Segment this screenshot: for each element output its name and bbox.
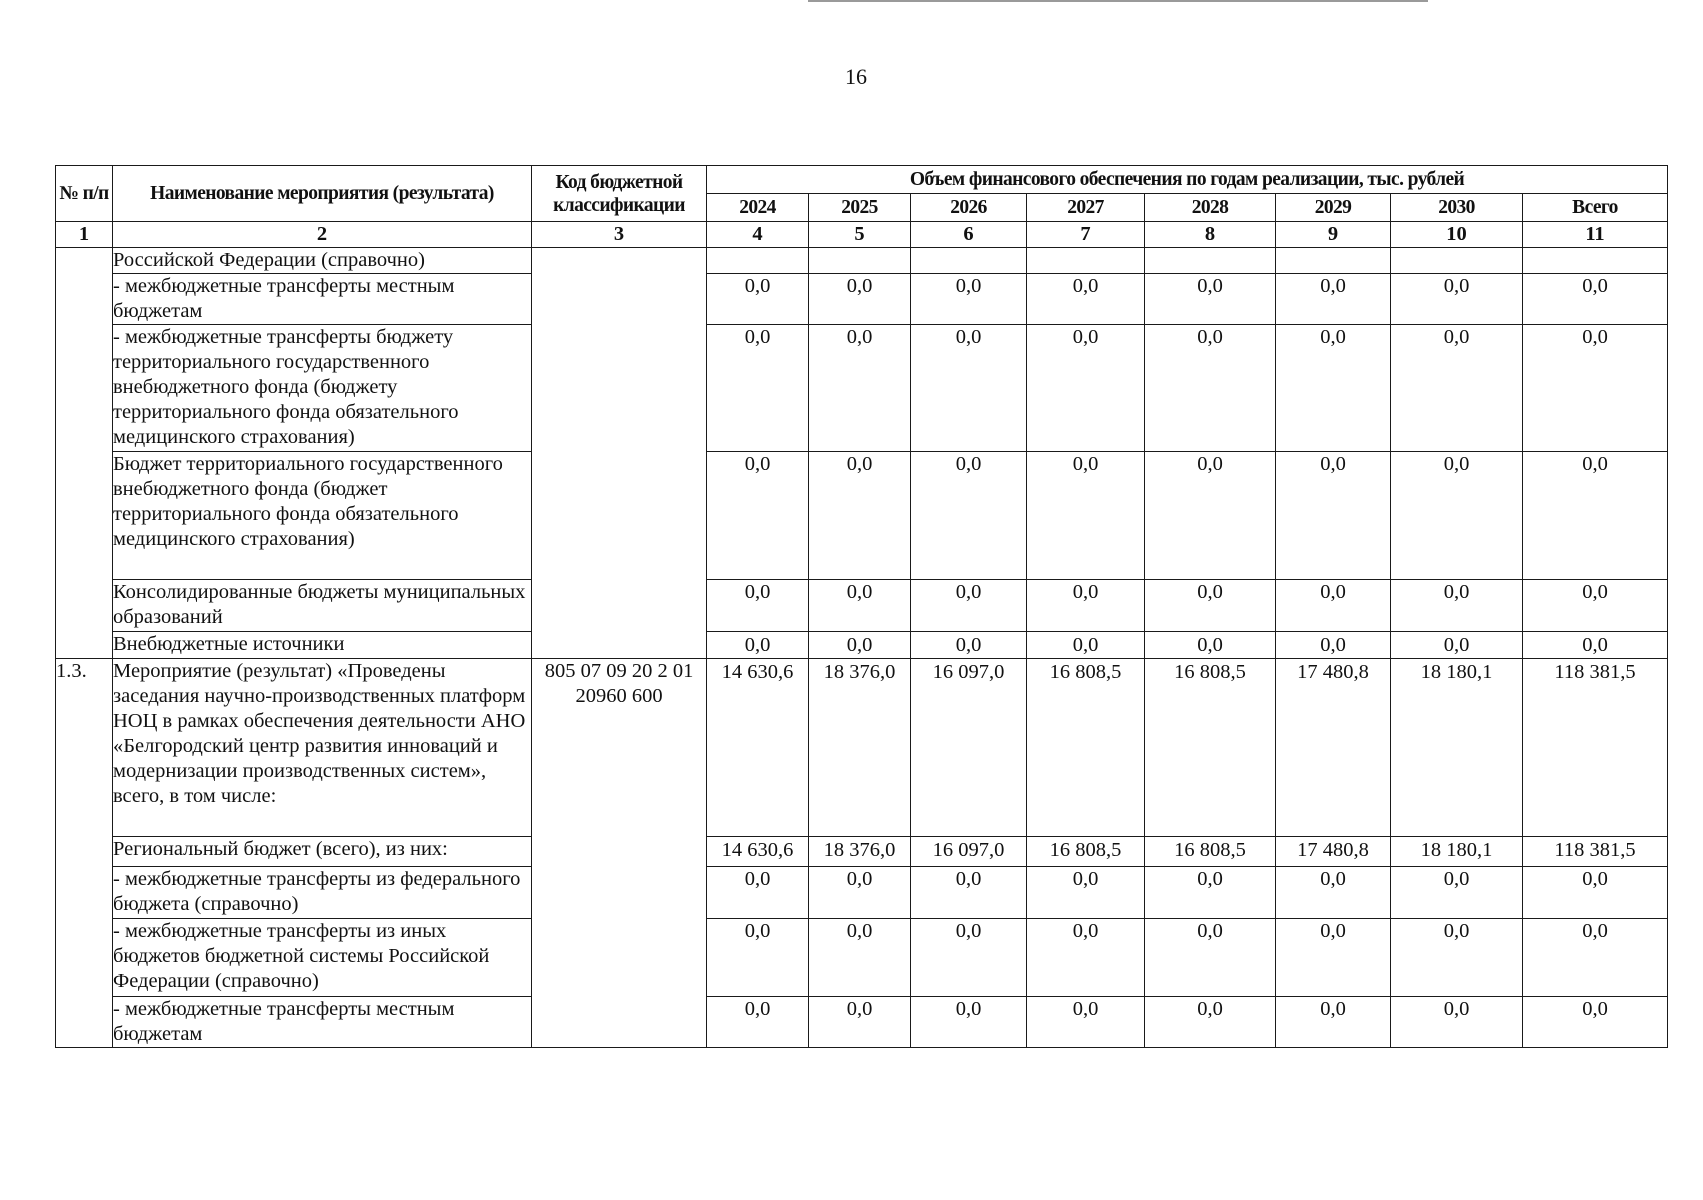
row-value: 0,0 bbox=[1276, 325, 1391, 452]
row-value: 0,0 bbox=[1145, 632, 1276, 659]
table-row bbox=[56, 248, 1668, 274]
table-row bbox=[56, 580, 1668, 632]
row-value bbox=[1276, 248, 1391, 274]
row-value: 0,0 bbox=[1523, 867, 1668, 919]
column-number: 10 bbox=[1391, 222, 1523, 248]
row-name: Бюджет территориального государственного внебюджетного фонда (бюджет территориального фонда обязательного медицинского страхования) bbox=[113, 452, 532, 580]
row-value: 16 097,0 bbox=[911, 837, 1027, 867]
row-value: 0,0 bbox=[809, 919, 911, 997]
row-value: 0,0 bbox=[809, 274, 911, 325]
row-value bbox=[1523, 248, 1668, 274]
row-number bbox=[56, 248, 113, 659]
column-number: 1 bbox=[56, 222, 113, 248]
table-row bbox=[56, 997, 1668, 1048]
row-value: 0,0 bbox=[1523, 325, 1668, 452]
row-value: 16 097,0 bbox=[911, 659, 1027, 837]
row-value: 0,0 bbox=[1145, 867, 1276, 919]
budget-table bbox=[55, 165, 1668, 1048]
table-row bbox=[56, 659, 1668, 837]
row-value: 118 381,5 bbox=[1523, 659, 1668, 837]
row-name: - межбюджетные трансферты из иных бюджетов бюджетной системы Российской Федерации (справочно) bbox=[113, 919, 532, 997]
row-value: 0,0 bbox=[1276, 632, 1391, 659]
column-number-row bbox=[56, 222, 1668, 248]
header-year: 2024 bbox=[707, 194, 809, 222]
column-number: 8 bbox=[1145, 222, 1276, 248]
row-value: 0,0 bbox=[1027, 997, 1145, 1048]
row-name: - межбюджетные трансферты местным бюджетам bbox=[113, 274, 532, 325]
row-value: 0,0 bbox=[911, 997, 1027, 1048]
row-name: Российской Федерации (справочно) bbox=[113, 248, 532, 274]
row-value: 0,0 bbox=[1523, 632, 1668, 659]
column-number: 5 bbox=[809, 222, 911, 248]
header-year: 2025 bbox=[809, 194, 911, 222]
row-value bbox=[707, 248, 809, 274]
row-value: 16 808,5 bbox=[1027, 837, 1145, 867]
header-year: 2026 bbox=[911, 194, 1027, 222]
row-number: 1.3. bbox=[56, 659, 113, 1048]
row-name: - межбюджетные трансферты бюджету территориального государственного внебюджетного фонда (бюджету территориального фонда обязательного медицинского страхования) bbox=[113, 325, 532, 452]
row-value: 0,0 bbox=[707, 919, 809, 997]
row-value: 0,0 bbox=[1027, 452, 1145, 580]
header-total: Всего bbox=[1523, 194, 1668, 222]
table-row bbox=[56, 919, 1668, 997]
column-number: 3 bbox=[532, 222, 707, 248]
row-value: 0,0 bbox=[1276, 997, 1391, 1048]
row-value: 0,0 bbox=[1276, 919, 1391, 997]
row-value: 18 376,0 bbox=[809, 837, 911, 867]
row-name: Региональный бюджет (всего), из них: bbox=[113, 837, 532, 867]
row-value: 0,0 bbox=[911, 580, 1027, 632]
table-row bbox=[56, 452, 1668, 580]
table-row bbox=[56, 632, 1668, 659]
row-value: 0,0 bbox=[1523, 997, 1668, 1048]
top-rule bbox=[808, 0, 1428, 2]
header-year: 2028 bbox=[1145, 194, 1276, 222]
row-value: 0,0 bbox=[1027, 919, 1145, 997]
row-value: 0,0 bbox=[1523, 919, 1668, 997]
row-value: 14 630,6 bbox=[707, 659, 809, 837]
row-value: 18 180,1 bbox=[1391, 837, 1523, 867]
row-value: 16 808,5 bbox=[1145, 837, 1276, 867]
column-number: 9 bbox=[1276, 222, 1391, 248]
row-value: 16 808,5 bbox=[1145, 659, 1276, 837]
row-name: - межбюджетные трансферты местным бюджетам bbox=[113, 997, 532, 1048]
row-value: 0,0 bbox=[707, 867, 809, 919]
row-value: 0,0 bbox=[911, 325, 1027, 452]
row-value bbox=[1145, 248, 1276, 274]
header-volume: Объем финансового обеспечения по годам реализации, тыс. рублей bbox=[707, 166, 1668, 194]
row-value: 0,0 bbox=[809, 997, 911, 1048]
header-name: Наименование мероприятия (результата) bbox=[113, 166, 532, 222]
row-value: 0,0 bbox=[1145, 919, 1276, 997]
row-value: 0,0 bbox=[1145, 325, 1276, 452]
row-value: 0,0 bbox=[1523, 452, 1668, 580]
row-value: 0,0 bbox=[1027, 867, 1145, 919]
row-value: 0,0 bbox=[911, 919, 1027, 997]
row-value: 0,0 bbox=[1276, 452, 1391, 580]
row-value: 0,0 bbox=[707, 274, 809, 325]
row-value bbox=[809, 248, 911, 274]
row-value: 0,0 bbox=[1391, 867, 1523, 919]
row-value: 0,0 bbox=[1276, 867, 1391, 919]
row-value: 0,0 bbox=[707, 580, 809, 632]
row-code: 805 07 09 20 2 01 20960 600 bbox=[532, 659, 707, 1048]
row-value: 17 480,8 bbox=[1276, 659, 1391, 837]
row-value: 0,0 bbox=[1391, 325, 1523, 452]
row-value: 0,0 bbox=[1523, 274, 1668, 325]
row-value: 0,0 bbox=[911, 274, 1027, 325]
row-value: 0,0 bbox=[1391, 997, 1523, 1048]
row-name: Консолидированные бюджеты муниципальных образований bbox=[113, 580, 532, 632]
column-number: 11 bbox=[1523, 222, 1668, 248]
header-year: 2029 bbox=[1276, 194, 1391, 222]
row-value: 0,0 bbox=[1145, 997, 1276, 1048]
row-value bbox=[911, 248, 1027, 274]
row-value: 0,0 bbox=[1391, 919, 1523, 997]
column-number: 6 bbox=[911, 222, 1027, 248]
row-value: 0,0 bbox=[1391, 274, 1523, 325]
column-number: 7 bbox=[1027, 222, 1145, 248]
row-value: 17 480,8 bbox=[1276, 837, 1391, 867]
row-value: 0,0 bbox=[911, 867, 1027, 919]
row-value: 0,0 bbox=[809, 632, 911, 659]
row-name: - межбюджетные трансферты из федерального бюджета (справочно) bbox=[113, 867, 532, 919]
row-value: 0,0 bbox=[809, 867, 911, 919]
row-value: 0,0 bbox=[809, 452, 911, 580]
header-num: № п/п bbox=[56, 166, 113, 222]
row-value: 18 180,1 bbox=[1391, 659, 1523, 837]
header-year: 2027 bbox=[1027, 194, 1145, 222]
table-row bbox=[56, 325, 1668, 452]
row-value: 0,0 bbox=[809, 325, 911, 452]
page-number: 16 bbox=[845, 64, 867, 89]
column-number: 2 bbox=[113, 222, 532, 248]
row-value: 0,0 bbox=[1523, 580, 1668, 632]
row-name: Внебюджетные источники bbox=[113, 632, 532, 659]
column-number: 4 bbox=[707, 222, 809, 248]
table-row bbox=[56, 274, 1668, 325]
row-value: 0,0 bbox=[1145, 274, 1276, 325]
row-value bbox=[1027, 248, 1145, 274]
row-value: 0,0 bbox=[1391, 452, 1523, 580]
row-value: 0,0 bbox=[1391, 632, 1523, 659]
row-value: 0,0 bbox=[1145, 452, 1276, 580]
row-name: Мероприятие (результат) «Проведены заседания научно-производственных платформ НОЦ в рамках обеспечения деятельности АНО «Белгородский центр развития инноваций и модернизации производственных систем», всего, в том числе: bbox=[113, 659, 532, 837]
row-value: 0,0 bbox=[1391, 580, 1523, 632]
row-value: 0,0 bbox=[707, 325, 809, 452]
row-value: 0,0 bbox=[1027, 580, 1145, 632]
row-value: 16 808,5 bbox=[1027, 659, 1145, 837]
row-value: 0,0 bbox=[911, 632, 1027, 659]
header-year: 2030 bbox=[1391, 194, 1523, 222]
row-value: 0,0 bbox=[1276, 580, 1391, 632]
row-value: 0,0 bbox=[1027, 632, 1145, 659]
row-value: 18 376,0 bbox=[809, 659, 911, 837]
row-value bbox=[1391, 248, 1523, 274]
row-value: 0,0 bbox=[707, 452, 809, 580]
row-value: 0,0 bbox=[911, 452, 1027, 580]
row-value: 0,0 bbox=[1027, 274, 1145, 325]
row-value: 0,0 bbox=[809, 580, 911, 632]
table-row bbox=[56, 867, 1668, 919]
row-value: 118 381,5 bbox=[1523, 837, 1668, 867]
row-value: 0,0 bbox=[1145, 580, 1276, 632]
row-value: 0,0 bbox=[1027, 325, 1145, 452]
row-value: 0,0 bbox=[1276, 274, 1391, 325]
row-value: 0,0 bbox=[707, 632, 809, 659]
table-row bbox=[56, 837, 1668, 867]
row-code bbox=[532, 248, 707, 659]
header-row bbox=[56, 166, 1668, 194]
header-code: Код бюджетной классификации bbox=[532, 166, 707, 222]
row-value: 14 630,6 bbox=[707, 837, 809, 867]
row-value: 0,0 bbox=[707, 997, 809, 1048]
